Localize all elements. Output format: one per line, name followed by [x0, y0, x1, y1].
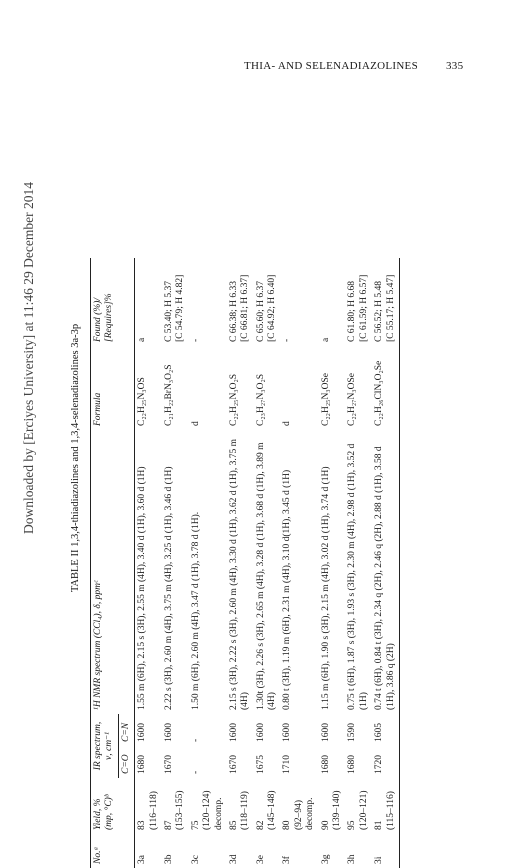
- yield-value: 82: [255, 820, 266, 830]
- cell-cn: 1600: [282, 723, 293, 742]
- col-header-ir: IR spectrum, ν, cm⁻¹: [93, 721, 115, 771]
- cell-nmr: 1.50 m (6H), 2.60 m (4H), 3.47 d (1H), 3.78 d (1H).: [190, 511, 201, 710]
- table-body: [135, 258, 400, 868]
- yield-value: 85: [228, 820, 239, 830]
- cell-found: [372, 258, 399, 346]
- melting-point: (118–119): [240, 791, 251, 830]
- cell-formula: d: [190, 421, 201, 426]
- melting-point: (153–155): [175, 790, 186, 830]
- table-row: [280, 258, 318, 868]
- cell-cn: 1590: [347, 723, 358, 742]
- cell-yield: [227, 778, 254, 834]
- table-caption: TABLE II 1,3,4-thiadiazolines and 1,3,4-selenadiazolines 3a-3p: [70, 323, 81, 593]
- found-value: -: [190, 338, 201, 342]
- required-value: [C 55.17; H 5.47]: [385, 274, 396, 342]
- cell-no: 3f: [282, 856, 293, 864]
- table-row: [319, 258, 346, 868]
- col-header-co: C=O: [118, 746, 134, 778]
- cell-found: [319, 258, 346, 346]
- found-value: C 65.60; H 6.37: [255, 281, 266, 342]
- melting-point: (115–116): [385, 791, 396, 830]
- cell-formula: C₂₂H₂₇N₃OSe: [347, 373, 358, 426]
- cell-nmr: 2.22 s (3H), 2.60 m (4H), 3.75 m (4H), 3.25 d (1H), 3.46 d (1H): [163, 466, 174, 710]
- required-value: [C 54.79; H 4.82]: [175, 274, 186, 342]
- found-value: -: [282, 338, 293, 342]
- cell-formula: C₂₂H₂₅N₃OSe: [320, 373, 331, 426]
- required-value: [C 64.92; H 6.40]: [267, 274, 278, 342]
- cell-co: 1710: [282, 755, 293, 774]
- cell-yield: [280, 778, 318, 834]
- cell-found: [135, 258, 162, 346]
- found-value: a: [137, 337, 148, 342]
- cell-formula: C₂₁H₂₂BrN₃O₂S: [163, 364, 174, 426]
- cell-nmr: 1.30t (3H), 2.26 s (3H), 2.65 m (4H), 3.28 d (1H), 3.68 d (1H), 3.89 m (4H): [255, 442, 278, 710]
- cell-co: 1670: [163, 755, 174, 774]
- cell-found: [227, 258, 254, 346]
- cell-yield: [254, 778, 281, 834]
- cell-co: 1680: [347, 755, 358, 774]
- cell-no: 3b: [163, 854, 174, 864]
- cell-cn: 1600: [163, 723, 174, 742]
- cell-nmr: 1.55 m (6H), 2.15 s (3H), 2.55 m (4H), 3.40 d (1H), 3.60 d (1H): [137, 466, 148, 710]
- cell-cn: 1600: [255, 723, 266, 742]
- required-value: [C 61.59; H 6.57]: [358, 274, 369, 342]
- table-row: [227, 258, 254, 868]
- cell-formula: C₂₂H₂₅N₃OS: [137, 377, 148, 426]
- cell-no: 3i: [374, 856, 385, 864]
- cell-found: [280, 258, 318, 346]
- page-number: 335: [446, 60, 464, 72]
- cell-formula: C₂₂H₂₆ClN₃O₂Se: [374, 360, 385, 426]
- melting-point: (92–94) decomp.: [293, 797, 316, 830]
- cell-yield: [162, 778, 189, 834]
- found-value: a: [320, 337, 331, 342]
- melting-point: (120–121): [358, 790, 369, 830]
- found-value: C 66.38; H 6.33: [228, 281, 239, 342]
- yield-value: 90: [320, 820, 331, 830]
- yield-value: 81: [374, 820, 385, 830]
- cell-nmr: 0.80 t (3H), 1.19 m (6H), 2.31 m (4H), 3.10 d(1H), 3.45 d (1H): [282, 469, 293, 710]
- cell-found: [162, 258, 189, 346]
- cell-formula: d: [282, 421, 293, 426]
- table-row: [254, 258, 281, 868]
- col-header-found: Found (%)/ [Requires]%: [93, 293, 115, 342]
- required-value: [C 66.81; H 6.37]: [240, 274, 251, 342]
- cell-cn: 1600: [137, 723, 148, 742]
- cell-yield: [189, 778, 227, 834]
- yield-value: 80: [282, 820, 293, 830]
- cell-yield: [135, 778, 162, 834]
- cell-yield: [319, 778, 346, 834]
- cell-nmr: 2.15 s (3H), 2.22 s (3H), 2.60 m (4H), 3.30 d (1H), 3.62 d (1H), 3.75 m (4H): [228, 439, 251, 710]
- table-row: [345, 258, 372, 868]
- melting-point: (139–140): [332, 790, 343, 830]
- found-value: C 61.80; H 6.68: [347, 281, 358, 342]
- melting-point: (120–124) decomp.: [202, 790, 224, 830]
- cell-yield: [345, 778, 372, 834]
- cell-co: 1680: [137, 755, 148, 774]
- cell-co: 1670: [228, 755, 239, 774]
- cell-co: 1680: [320, 755, 331, 774]
- cell-found: [189, 258, 227, 346]
- cell-co: 1675: [255, 755, 266, 774]
- yield-value: 83: [137, 820, 148, 830]
- cell-formula: C₂₃H₂₇N₃O₂S: [255, 373, 266, 426]
- cell-found: [345, 258, 372, 346]
- running-header: THIA- AND SELENADIAZOLINES: [244, 60, 418, 72]
- col-header-no: No.ᵃ: [93, 846, 103, 864]
- cell-cn: 1600: [320, 723, 331, 742]
- cell-no: 3g: [320, 854, 331, 864]
- melting-point: (116–118): [148, 791, 159, 830]
- cell-nmr: 0.75 t (6H), 1.87 s (3H), 1.93 s (3H), 2.30 m (4H), 2.98 d (1H), 3.52 d (1H): [347, 443, 369, 710]
- table-row: [135, 258, 162, 868]
- cell-no: 3h: [347, 854, 358, 864]
- cell-cn: -: [190, 738, 201, 742]
- cell-cn: 1605: [374, 723, 385, 742]
- table-row: [189, 258, 227, 868]
- col-header-nmr: ¹H NMR spectrum (CCl₄), δ, ppmᶜ: [93, 580, 103, 710]
- col-header-cn: C=N: [118, 714, 134, 746]
- cell-cn: 1600: [228, 723, 239, 742]
- melting-point: (145–148): [267, 790, 278, 830]
- cell-nmr: 1.15 m (6H), 1.90 s (3H), 2.15 m (4H), 3.02 d (1H), 3.74 d (1H): [320, 466, 331, 710]
- cell-no: 3c: [190, 855, 201, 864]
- data-table: [90, 258, 400, 868]
- rotated-table-block: [70, 148, 470, 868]
- yield-value: 75: [190, 820, 201, 830]
- yield-value: 87: [163, 820, 174, 830]
- table-row: [162, 258, 189, 868]
- yield-value: 95: [347, 820, 358, 830]
- download-watermark: Downloaded by [Erciyes University] at 11:46 29 December 2014: [21, 182, 36, 534]
- cell-no: 3d: [228, 854, 239, 864]
- cell-co: 1720: [374, 755, 385, 774]
- col-header-formula: Formula: [93, 392, 103, 426]
- cell-nmr: 0.74 t (6H), 0.84 t (3H), 2.34 q (2H), 2.46 q (2H), 2.88 d (1H), 3.58 d (1H), 3.86 q (2H): [374, 446, 396, 710]
- table-row: [372, 258, 399, 868]
- cell-found: [254, 258, 281, 346]
- cell-no: 3e: [255, 855, 266, 864]
- cell-co: -: [190, 770, 201, 774]
- cell-yield: [372, 778, 399, 834]
- found-value: C 56.52; H 5.48: [374, 281, 385, 342]
- cell-no: 3a: [137, 855, 148, 864]
- col-header-yield: Yield, % (mp, °C)ᵇ: [93, 794, 115, 830]
- cell-formula: C₂₂H₂₅N₃O₂S: [228, 373, 239, 426]
- found-value: C 53.40; H 5.37: [163, 281, 174, 342]
